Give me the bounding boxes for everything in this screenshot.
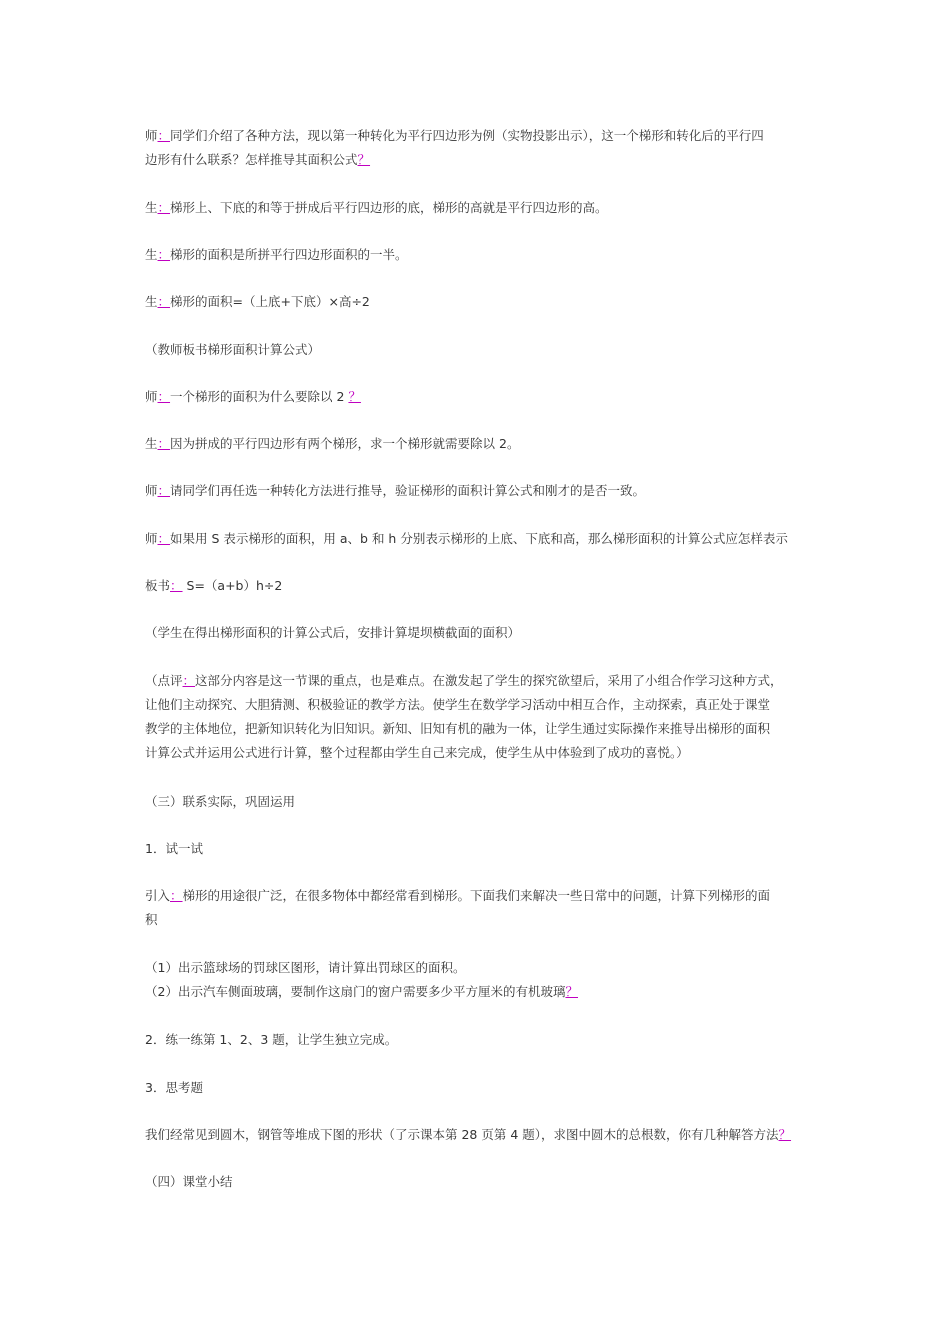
punct-mark: ？ bbox=[778, 1127, 792, 1142]
text-line bbox=[145, 1076, 815, 1100]
para-3 bbox=[145, 290, 815, 314]
text-line bbox=[145, 980, 815, 1004]
text-run: （四）课堂小结 bbox=[145, 1174, 233, 1189]
para-4 bbox=[145, 338, 815, 362]
text-run: 教学的主体地位，把新知识转化为旧知识。新知、旧知有机的融为一体，让学生通过实际操作来推导出梯形的面积 bbox=[145, 721, 771, 736]
para-19 bbox=[145, 1170, 815, 1194]
text-line bbox=[145, 837, 815, 861]
text-run: 让他们主动探究、大胆猜测、积极验证的教学方法。使学生在数学学习活动中相互合作，主动探索，真正处于课堂 bbox=[145, 697, 771, 712]
para-16 bbox=[145, 1028, 815, 1052]
text-run: 师 bbox=[145, 128, 158, 143]
text-run: 计算公式并运用公式进行计算，整个过程都由学生自己来完成，使学生从中体验到了成功的喜悦。） bbox=[145, 745, 689, 760]
para-14 bbox=[145, 884, 815, 932]
punct-mark: ： bbox=[157, 294, 171, 309]
para-0 bbox=[145, 124, 815, 172]
text-line bbox=[145, 884, 815, 908]
para-7 bbox=[145, 479, 815, 503]
text-run: 我们经常见到圆木，钢管等堆成下图的形状（了示课本第 28 页第 4 题），求图中圆木的总根数，你有几种解答方法 bbox=[145, 1127, 779, 1142]
text-line bbox=[145, 621, 815, 645]
punct-mark: ： bbox=[157, 200, 171, 215]
punct-mark: ？ bbox=[357, 152, 371, 167]
text-line bbox=[145, 124, 815, 148]
para-6 bbox=[145, 432, 815, 456]
text-line bbox=[145, 243, 815, 267]
text-run: （点评 bbox=[145, 673, 183, 688]
text-line bbox=[145, 527, 815, 551]
text-run: 生 bbox=[145, 247, 158, 262]
text-run: 梯形的面积=（上底+下底）×高÷2 bbox=[170, 294, 370, 309]
para-8 bbox=[145, 527, 815, 551]
text-run: 一个梯形的面积为什么要除以 2 bbox=[170, 389, 349, 404]
text-run: 请同学们再任选一种转化方法进行推导，验证梯形的面积计算公式和刚才的是否一致。 bbox=[170, 483, 646, 498]
text-run: 边形有什么联系？怎样推导其面积公式 bbox=[145, 152, 358, 167]
text-run: 梯形上、下底的和等于拼成后平行四边形的底，梯形的高就是平行四边形的高。 bbox=[170, 200, 608, 215]
text-line bbox=[145, 479, 815, 503]
text-run: 梯形的用途很广泛，在很多物体中都经常看到梯形。下面我们来解决一些日常中的问题，计算下列梯形的面 bbox=[182, 888, 771, 903]
punct-mark: ： bbox=[157, 389, 171, 404]
text-run: 板书 bbox=[145, 578, 171, 593]
text-run: 2．练一练第 1、2、3 题，让学生独立完成。 bbox=[145, 1032, 398, 1047]
text-line bbox=[145, 908, 815, 932]
text-run: （1）出示篮球场的罚球区图形，请计算出罚球区的面积。 bbox=[145, 960, 466, 975]
text-run: （教师板书梯形面积计算公式） bbox=[145, 342, 321, 357]
para-5 bbox=[145, 385, 815, 409]
text-run: 因为拼成的平行四边形有两个梯形，求一个梯形就需要除以 2。 bbox=[170, 436, 520, 451]
punct-mark: ： bbox=[157, 531, 171, 546]
text-run: 3．思考题 bbox=[145, 1080, 203, 1095]
text-run: S=（a+b）h÷2 bbox=[182, 578, 283, 593]
para-18 bbox=[145, 1123, 815, 1147]
text-line bbox=[145, 432, 815, 456]
punct-mark: ？ bbox=[565, 984, 578, 999]
text-line bbox=[145, 385, 815, 409]
text-run: 积 bbox=[145, 912, 158, 927]
text-line bbox=[145, 741, 815, 765]
punct-mark: ： bbox=[170, 888, 183, 903]
punct-mark: ： bbox=[157, 128, 171, 143]
text-line bbox=[145, 1170, 815, 1194]
text-run: （学生在得出梯形面积的计算公式后，安排计算堤坝横截面的面积） bbox=[145, 625, 521, 640]
punct-mark: ： bbox=[170, 578, 183, 593]
text-run: 师 bbox=[145, 531, 158, 546]
text-line bbox=[145, 148, 815, 172]
text-run: （2）出示汽车侧面玻璃，要制作这扇门的窗户需要多少平方厘米的有机玻璃 bbox=[145, 984, 566, 999]
text-line bbox=[145, 1028, 815, 1052]
text-line bbox=[145, 196, 815, 220]
punct-mark: ？ bbox=[348, 389, 361, 404]
text-run: 生 bbox=[145, 436, 158, 451]
text-line bbox=[145, 693, 815, 717]
para-12 bbox=[145, 790, 815, 814]
text-run: 如果用 S 表示梯形的面积，用 a、b 和 h 分别表示梯形的上底、下底和高，那么梯形面积的计算公式应怎样表示 bbox=[170, 531, 788, 546]
text-line bbox=[145, 717, 815, 741]
text-line bbox=[145, 290, 815, 314]
para-17 bbox=[145, 1076, 815, 1100]
text-line bbox=[145, 790, 815, 814]
text-line bbox=[145, 1123, 815, 1147]
text-run: 引入 bbox=[145, 888, 171, 903]
text-run: 师 bbox=[145, 483, 158, 498]
para-13 bbox=[145, 837, 815, 861]
punct-mark: ： bbox=[182, 673, 196, 688]
punct-mark: ： bbox=[157, 436, 171, 451]
para-15 bbox=[145, 956, 815, 1004]
para-9 bbox=[145, 574, 815, 598]
text-line bbox=[145, 338, 815, 362]
text-line bbox=[145, 669, 815, 693]
text-line bbox=[145, 574, 815, 598]
punct-mark: ： bbox=[157, 247, 171, 262]
para-1 bbox=[145, 196, 815, 220]
text-run: 同学们介绍了各种方法，现以第一种转化为平行四边形为例（实物投影出示），这一个梯形和转化后的平行四 bbox=[170, 128, 764, 143]
punct-mark: ： bbox=[157, 483, 171, 498]
para-10 bbox=[145, 621, 815, 645]
para-11 bbox=[145, 669, 815, 765]
text-run: 梯形的面积是所拼平行四边形面积的一半。 bbox=[170, 247, 408, 262]
text-run: 师 bbox=[145, 389, 158, 404]
text-run: 生 bbox=[145, 200, 158, 215]
text-line bbox=[145, 956, 815, 980]
text-run: （三）联系实际，巩固运用 bbox=[145, 794, 296, 809]
text-run: 生 bbox=[145, 294, 158, 309]
text-run: 这部分内容是这一节课的重点，也是难点。在激发起了学生的探究欲望后，采用了小组合作学习这种方式， bbox=[195, 673, 783, 688]
text-run: 1．试一试 bbox=[145, 841, 203, 856]
para-2 bbox=[145, 243, 815, 267]
